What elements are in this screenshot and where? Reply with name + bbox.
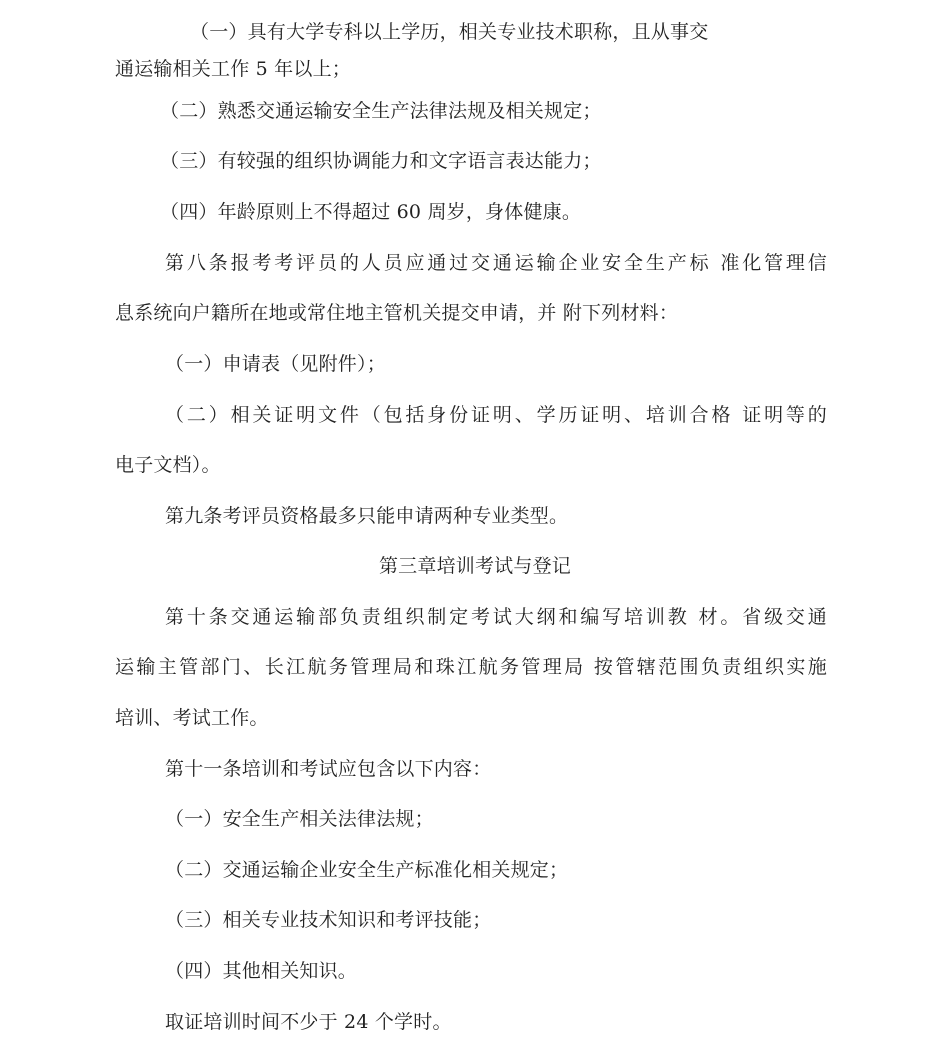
article-10-line-2: 运输主管部门、长江航务管理局和珠江航务管理局 按管辖范围负责组织实施 bbox=[115, 656, 827, 678]
training-hours-note: 取证培训时间不少于 24 个学时。 bbox=[165, 1011, 452, 1033]
article-10-line-3: 培训、考试工作。 bbox=[115, 707, 269, 729]
clause-item-1-line-1: （一）具有大学专科以上学历，相关专业技术职称，且从事交 bbox=[190, 21, 709, 43]
article-11: 第十一条培训和考试应包含以下内容： bbox=[165, 758, 492, 780]
article-8-item-2-line-2: 电子文档）。 bbox=[115, 454, 221, 476]
article-10-line-1: 第十条交通运输部负责组织制定考试大纲和编写培训教 材。省级交通 bbox=[165, 606, 827, 628]
article-9: 第九条考评员资格最多只能申请两种专业类型。 bbox=[165, 505, 569, 527]
article-11-item-1: （一）安全生产相关法律法规； bbox=[165, 808, 434, 830]
clause-item-1-line-2: 通运输相关工作 5 年以上； bbox=[115, 58, 351, 80]
article-8-line-2: 息系统向户籍所在地或常住地主管机关提交申请，并 附下列材料： bbox=[115, 302, 679, 324]
article-8-item-1: （一）申请表（见附件）； bbox=[165, 353, 386, 375]
clause-item-2: （二）熟悉交通运输安全生产法律法规及相关规定； bbox=[160, 100, 602, 122]
article-11-item-4: （四）其他相关知识。 bbox=[165, 960, 358, 982]
clause-item-3: （三）有较强的组织协调能力和文字语言表达能力； bbox=[160, 150, 602, 172]
article-8-item-2-line-1: （二）相关证明文件（包括身份证明、学历证明、培训合格 证明等的 bbox=[165, 404, 827, 426]
clause-item-4: （四）年龄原则上不得超过 60 周岁，身体健康。 bbox=[160, 201, 582, 223]
article-8-line-1: 第八条报考考评员的人员应通过交通运输企业安全生产标 准化管理信 bbox=[165, 252, 827, 274]
chapter-3-heading: 第三章培训考试与登记 bbox=[378, 555, 571, 577]
article-11-item-2: （二）交通运输企业安全生产标准化相关规定； bbox=[165, 859, 569, 881]
article-11-item-3: （三）相关专业技术知识和考评技能； bbox=[165, 909, 492, 931]
